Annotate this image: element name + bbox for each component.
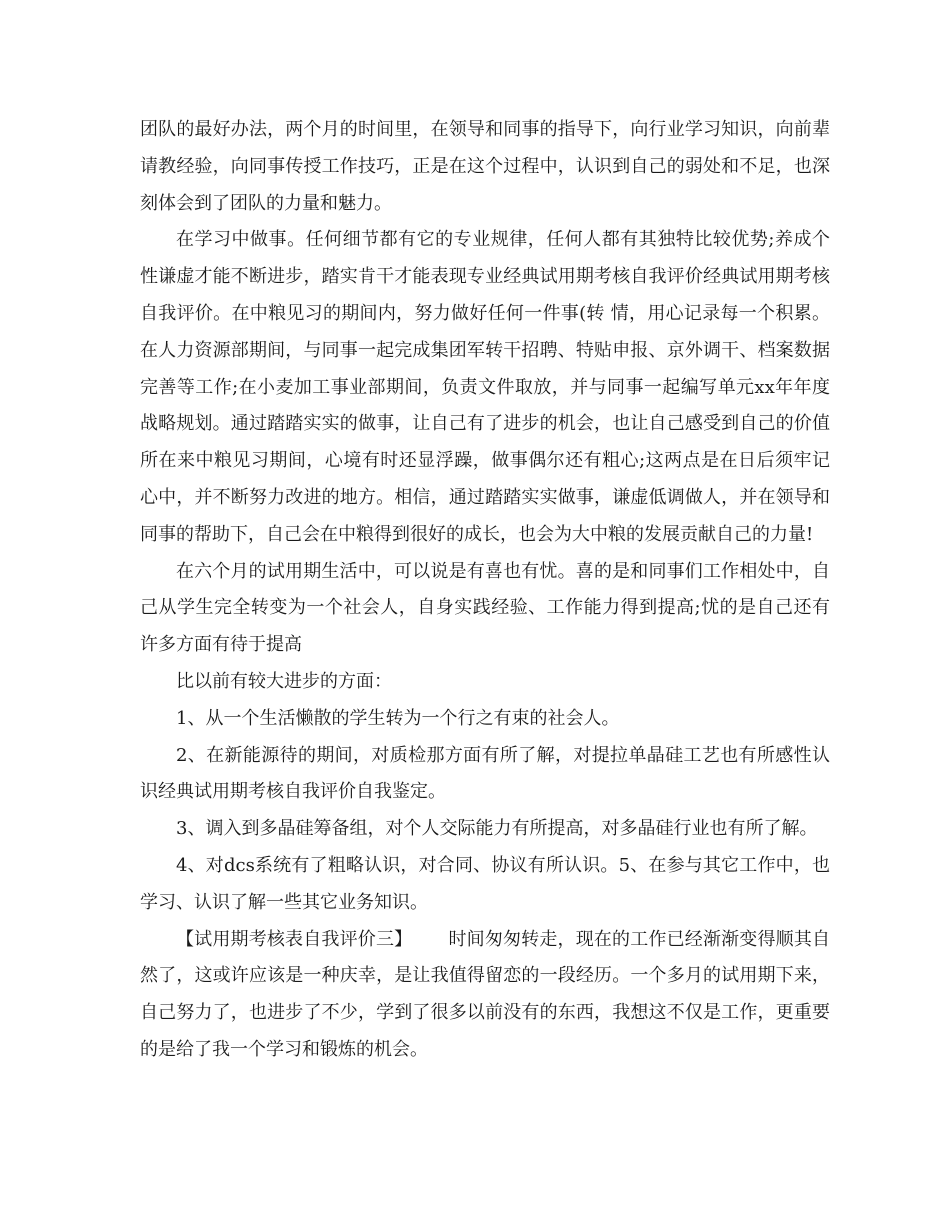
list-item-progress-1: 1、从一个生活懒散的学生转为一个行之有束的社会人。 [176, 707, 620, 729]
paragraph-learning-by-doing: 在学习中做事。任何细节都有它的专业规律，任何人都有其独特比较优势;养成个性谦虚才能不断进步，踏实肯干才能表现专业经典试用期考核自我评价经典试用期考核自我评价。在中粮见习的期间内，努力做好任何一件事(转 情，用心记录每一个积累。在人力资源部期间，与同事一起完成集团军转干招聘、特贴申报、京外调干、档案数据完善等工作;在小麦加工事业部期间，负责文件取放，并与同事一起编写单元xx年年度战略规划。通过踏踏实实的做事，让自己有了进步的机会，也让自己感受到自己的价值所在来中粮见习期间，心境有时还显浮躁，做事偶尔还有粗心;这两点是在日后须牢记心中，并不断努力改进的地方。相信，通过踏踏实实做事，谦虚低调做人，并在领导和同事的帮助下，自己会在中粮得到很好的成长，也会为大中粮的发展贡献自己的力量! [140, 229, 830, 545]
document-body [140, 112, 830, 1069]
paragraph-six-month-probation: 在六个月的试用期生活中，可以说是有喜也有忧。喜的是和同事们工作相处中，自己从学生完全转变为一个社会人，自身实践经验、工作能力得到提高;忧的是自己还有许多方面有待于提高 [140, 560, 830, 656]
paragraph-evaluation-three [140, 922, 830, 1069]
paragraph-team-experience: 团队的最好办法，两个月的时间里，在领导和同事的指导下，向行业学习知识，向前辈请教经验，向同事传授工作技巧，正是在这个过程中，认识到自己的弱处和不足，也深刻体会到了团队的力量和魅力。 [140, 119, 830, 214]
list-item-progress-4: 4、对dcs系统有了粗略认识，对合同、协议有所认识。5、在参与其它工作中，也学习、认识了解一些其它业务知识。 [140, 854, 830, 913]
section-heading-evaluation-three: 【试用期考核表自我评价三】 [176, 928, 413, 950]
section-text-evaluation-three: 时间匆匆转走，现在的工作已经渐渐变得顺其自然了，这或许应该是一种庆幸，是让我值得留恋的一段经历。一个多月的试用期下来，自己努力了，也进步了不少，学到了很多以前没有的东西，我想这不仅是工作，更重要的是给了我一个学习和锻炼的机会。 [140, 928, 831, 1060]
paragraph-progress-intro: 比以前有较大进步的方面： [176, 670, 392, 692]
list-item-progress-3: 3、调入到多晶硅筹备组，对个人交际能力有所提高，对多晶硅行业也有所了解。 [176, 818, 818, 840]
list-item-progress-2: 2、在新能源待的期间，对质检那方面有所了解，对提拉单晶硅工艺也有所感性认识经典试用期考核自我评价自我鉴定。 [140, 744, 830, 803]
